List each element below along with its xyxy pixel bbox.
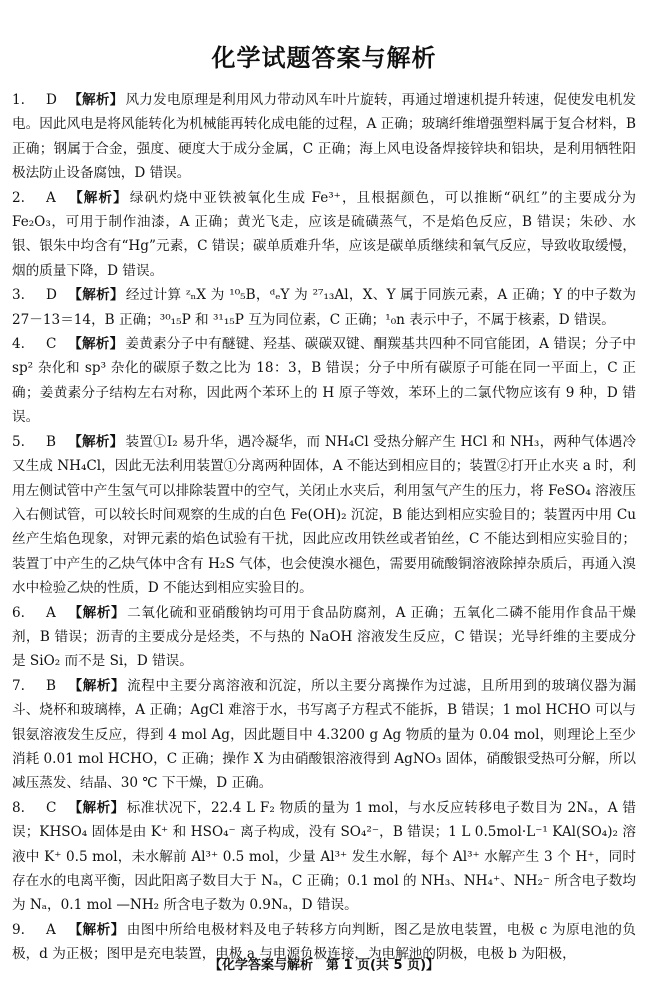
analysis-tag: 【解析】 [68,433,124,450]
item-answer: A [46,921,56,938]
item-text: 二氧化硫和亚硝酸钠均可用于食品防腐剂，A 正确；五氧化二磷不能用作食品干燥剂，B 错误；沥青的主要成分是烃类，不与热的 NaOH 溶液发生反应，C 错误；光导纤维的主要成分是 SiO₂ 而不是 Si，D 错误。 [12,604,637,670]
answer-item-1 [12,88,636,186]
item-text: 风力发电原理是利用风力带动风车叶片旋转，再通过增速机提升转速，促使发电机发电。因此风电是将风能转化为机械能再转化成电能的过程，A 正确；玻璃纤维增强塑料属于复合材料，B 正确；钢属于合金，强度、硬度大于成分金属，C 正确；海上风电设备焊接锌块和铝块，是利用牺牲阳极法防止设备腐蚀，D 错误。 [12,92,637,182]
page-footer: 【化学答案与解析 第 1 页(共 5 页)】 [208,958,440,973]
answer-item-3 [12,283,636,332]
answer-item-6 [12,601,636,674]
item-answer: A [46,604,56,621]
item-number: 7. [12,677,25,694]
analysis-tag: 【解析】 [68,677,126,694]
item-answer: A [46,189,56,206]
item-text: 由图中所给电极材料及电子转移方向判断，图乙是放电装置，电极 c 为原电池的负极，d 为正极；图甲是充电装置，电极 a 与电源负极连接，为电解池的阴极，电极 b 为阳极， [12,921,636,963]
item-answer: D [46,92,57,108]
item-number: 5. [12,433,25,450]
analysis-tag: 【解析】 [68,336,124,353]
item-text: 装置①I₂ 易升华，遇冷凝华，而 NH₄Cl 受热分解产生 HCl 和 NH₃，两种气体遇冷又生成 NH₄Cl，因此无法利用装置①分离两种固体，A 不能达到相应目的；装置②打开止水夹 a 时，利用左侧试管中产生氢气可以排除装置中的空气，关闭止水夹后，利用氢气产生的压力，将 FeSO₄ 溶液压入右侧试管，可以较长时间观察的生成的白色 Fe(OH)₂ 沉淀，B 能达到相应实验目的；装置丙中用 Cu 丝产生焰色现象，对钾元素的焰色试验有干扰，因此应改用铁丝或者铂丝，C 不能达到相应实验目的；装置丁中产生的乙炔气体中含有 H₂S 气体，也会使溴水褪色，需要用硫酸铜溶液除掉杂质后，再通入溴水中检验乙炔的性质，D 不能达到相应实验目的。 [12,433,637,597]
item-answer: B [46,677,56,694]
item-number: 3. [12,287,25,304]
item-text: 经过计算 ᶻₙX 为 ¹⁰₅B，ᵈₑY 为 ²⁷₁₃Al，X、Y 属于同族元素，A 正确；Y 的中子数为 27－13＝14，B 正确；³⁰₁₅P 和 ³¹₁₅P 互为同位素，C 正确；¹₀n 表示中子，不属于核素，D 错误。 [12,287,636,328]
analysis-tag: 【解析】 [68,287,124,304]
item-text: 标准状况下，22.4 L F₂ 物质的量为 1 mol，与水反应转移电子数目为 2Nₐ，A 错误；KHSO₄ 固体是由 K⁺ 和 HSO₄⁻ 离子构成，没有 SO₄²⁻，B 错误；1 L 0.5mol·L⁻¹ KAl(SO₄)₂ 溶液中 K⁺ 0.5 mol，未水解前 Al³⁺ 0.5 mol，少量 Al³⁺ 发生水解，每个 Al³⁺ 水解产生 3 个 H⁺，同时存在水的电离平衡，因此阳离子数目大于 Nₐ，C 正确；0.1 mol 的 NH₃、NH₄⁺、NH₂⁻ 所含电子数均为 Nₐ，0.1 mol —NH₂ 所含电子数为 0.9Nₐ，D 错误。 [12,799,636,914]
analysis-tag: 【解析】 [68,189,128,206]
item-text: 流程中主要分离溶液和沉淀，所以主要分离操作为过滤，且所用到的玻璃仪器为漏斗、烧杯和玻璃棒，A 正确；AgCl 难溶于水，书写离子方程式不能拆，B 错误；1 mol HCHO 可以与银氨溶液发生反应，得到 4 mol Ag，因此题目中 4.3200 g Ag 物质的量为 0.04 mol，则理论上至少消耗 0.01 mol HCHO，C 正确；操作 X 为由硝酸银溶液得到 AgNO₃ 固体，硝酸银受热可分解，所以减压蒸发、结晶、30 ℃ 下干燥，D 正确。 [12,677,637,792]
answer-item-7 [12,674,636,796]
item-text: 姜黄素分子中有醚键、羟基、碳碳双键、酮羰基共四种不同官能团，A 错误；分子中 sp² 杂化和 sp³ 杂化的碳原子数之比为 18：3，B 错误；分子中所有碳原子可能在同一平面上，C 正确；姜黄素分子结构左右对称，因此两个苯环上的 H 原子等效，苯环上的二氯代物应该有 9 种，D 错误。 [12,336,637,426]
answer-item-2 [12,186,636,284]
analysis-tag: 【解析】 [68,921,125,938]
analysis-tag: 【解析】 [68,799,125,816]
item-number: 6. [12,604,25,621]
item-number: 4. [12,336,25,353]
item-text: 绿矾灼烧中亚铁被氧化生成 Fe³⁺，且根据颜色，可以推断“矾红”的主要成分为 Fe₂O₃，可用于制作油漆，A 正确；黄光飞走，应该是硫磺蒸气，不是焰色反应，B 错误；朱砂、水银、银朱中均含有“Hg”元素，C 错误；碳单质难升华，应该是碳单质继续和氧气反应，导致收取缓慢，烟的质量下降，D 错误。 [12,189,636,279]
answer-item-4 [12,332,636,430]
answer-item-5 [12,430,636,601]
item-answer: B [46,433,56,450]
item-number: 1. [12,92,25,108]
item-number: 9. [12,921,25,938]
item-answer: C [46,799,57,816]
analysis-tag: 【解析】 [68,604,126,621]
answer-list [12,88,636,967]
item-number: 8. [12,799,25,816]
item-answer: D [46,287,57,304]
item-answer: C [46,336,57,353]
item-number: 2. [12,189,25,206]
analysis-tag: 【解析】 [68,92,124,108]
page-title: 化学试题答案与解析 [211,44,437,72]
answer-item-8 [12,796,636,918]
